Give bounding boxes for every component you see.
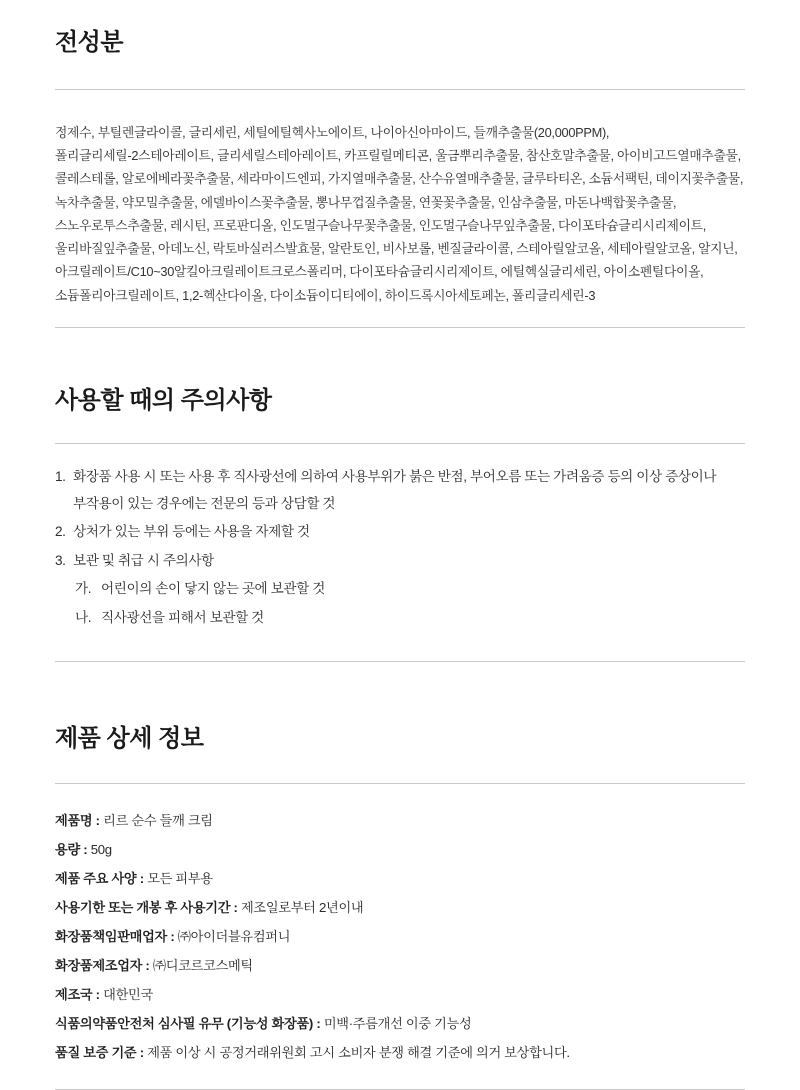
cautions-title: 사용할 때의 주의사항 — [55, 387, 272, 415]
detail-value: 제품 이상 시 공정거래위원회 고시 소비자 분쟁 해결 기준에 의거 보상합니다. — [147, 1045, 570, 1061]
detail-label: 화장품제조업자 : — [55, 958, 153, 974]
caution-text: 보관 및 취급 시 주의사항 — [73, 552, 214, 568]
cautions-section — [55, 380, 745, 662]
list-item-sub — [55, 605, 745, 632]
ingredients-text: 정제수, 부틸렌글라이콜, 글리세린, 세틸에틸헥사노에이트, 나이아신아마이드, 들깨추출물(20,000PPM), 폴리글리세릴-2스테아레이트, 글리세릴스테아레이트, 카프릴릴메티콘, 울금뿌리추출물, 참산호말추출물, 아이비고드열매추출물, 콜레스테롤, 알로에베라꽃추출물, 세라마이드엔피, 가지열매추출물, 산수유열매추출물, 글루타티온, 소듐서팩틴, 데이지꽃추출물, 녹차추출물, 약모밀추출물, 에델바이스꽃추출물, 뽕나무껍질추출물, 연꽃꽃추출물, 인삼추출물, 마돈나백합꽃추출물, 스노우로투스추출물, 레시틴, 프로판디올, 인도멀구슬나무꽃추출물, 인도멀구슬나무잎추출물, 다이포타슘글리시리제이트, 울리바질잎추출물, 아데노신, 락토바실러스발효물, 알란토인, 비사보롤, 벤질글라이콜, 스테아릴알코올, 세테아릴알코올, 알지닌, 아크릴레이트/C10~30알킬아크릴레이트크로스폴리머, 다이포타슘글리시리제이트, 에틸헥실글리세린, 아이소펜틸다이올, 소듐폴리아크릴레이트, 1,2-헥산다이올, 다이소듐이디티에이, 하이드록시아세토페논, 폴리글리세린-3 — [55, 124, 744, 303]
detail-label: 제품명 : — [55, 813, 104, 829]
cautions-divider-bottom — [55, 661, 745, 662]
table-row — [55, 864, 745, 893]
product-info-list — [55, 784, 745, 1067]
detail-value: ㈜아이더블유컴퍼니 — [177, 929, 291, 945]
list-item — [55, 519, 745, 546]
detail-label: 품질 보증 기준 : — [55, 1045, 148, 1061]
table-row — [55, 806, 745, 835]
table-row — [55, 835, 745, 864]
caution-number: 3. — [55, 552, 66, 568]
ingredients-divider-bottom — [55, 327, 745, 328]
table-row — [55, 893, 745, 922]
detail-label: 용량 : — [55, 842, 91, 858]
detail-label: 제조국 : — [55, 987, 104, 1003]
table-row — [55, 1038, 745, 1067]
caution-sub-text: 직사광선을 피해서 보관할 것 — [101, 609, 264, 625]
table-row — [55, 1009, 745, 1038]
table-row — [55, 951, 745, 980]
detail-label: 사용기한 또는 개봉 후 사용기간 : — [55, 900, 241, 916]
caution-text: 화장품 사용 시 또는 사용 후 직사광선에 의하여 사용부위가 붉은 반점, 부어오름 또는 가려움증 등의 이상 증상이나 부작용이 있는 경우에는 전문의 등과 상담할 것 — [73, 469, 717, 511]
caution-text: 상처가 있는 부위 등에는 사용을 자제할 것 — [73, 524, 310, 540]
product-info-title: 제품 상세 정보 — [55, 725, 204, 753]
detail-value: 대한민국 — [103, 987, 153, 1003]
caution-sub-text: 어린이의 손이 닿지 않는 곳에 보관할 것 — [101, 581, 325, 597]
list-item — [55, 464, 745, 517]
detail-label: 화장품책임판매업자 : — [55, 929, 178, 945]
table-row — [55, 980, 745, 1009]
detail-value: 제조일로부터 2년이내 — [240, 900, 364, 916]
detail-label: 식품의약품안전처 심사필 유무 (기능성 화장품) : — [55, 1016, 324, 1032]
ingredients-section — [55, 0, 745, 328]
list-item-sub — [55, 576, 745, 603]
table-row — [55, 922, 745, 951]
detail-value: 미백·주름개선 이중 기능성 — [323, 1016, 472, 1032]
ingredients-divider-top — [55, 89, 745, 90]
list-item — [55, 548, 745, 575]
caution-sub-number: 가. — [75, 581, 92, 597]
cautions-list — [55, 444, 745, 631]
detail-value: 리르 순수 들깨 크림 — [103, 813, 213, 829]
caution-number: 2. — [55, 524, 66, 540]
detail-value: 50g — [90, 842, 112, 858]
detail-value: ㈜디코르코스메틱 — [152, 958, 253, 974]
product-info-section — [55, 718, 745, 1090]
caution-number: 1. — [55, 469, 66, 485]
caution-sub-number: 나. — [75, 609, 92, 625]
detail-value: 모든 피부용 — [147, 871, 213, 887]
ingredients-title: 전성분 — [55, 29, 124, 56]
detail-label: 제품 주요 사양 : — [55, 871, 148, 887]
